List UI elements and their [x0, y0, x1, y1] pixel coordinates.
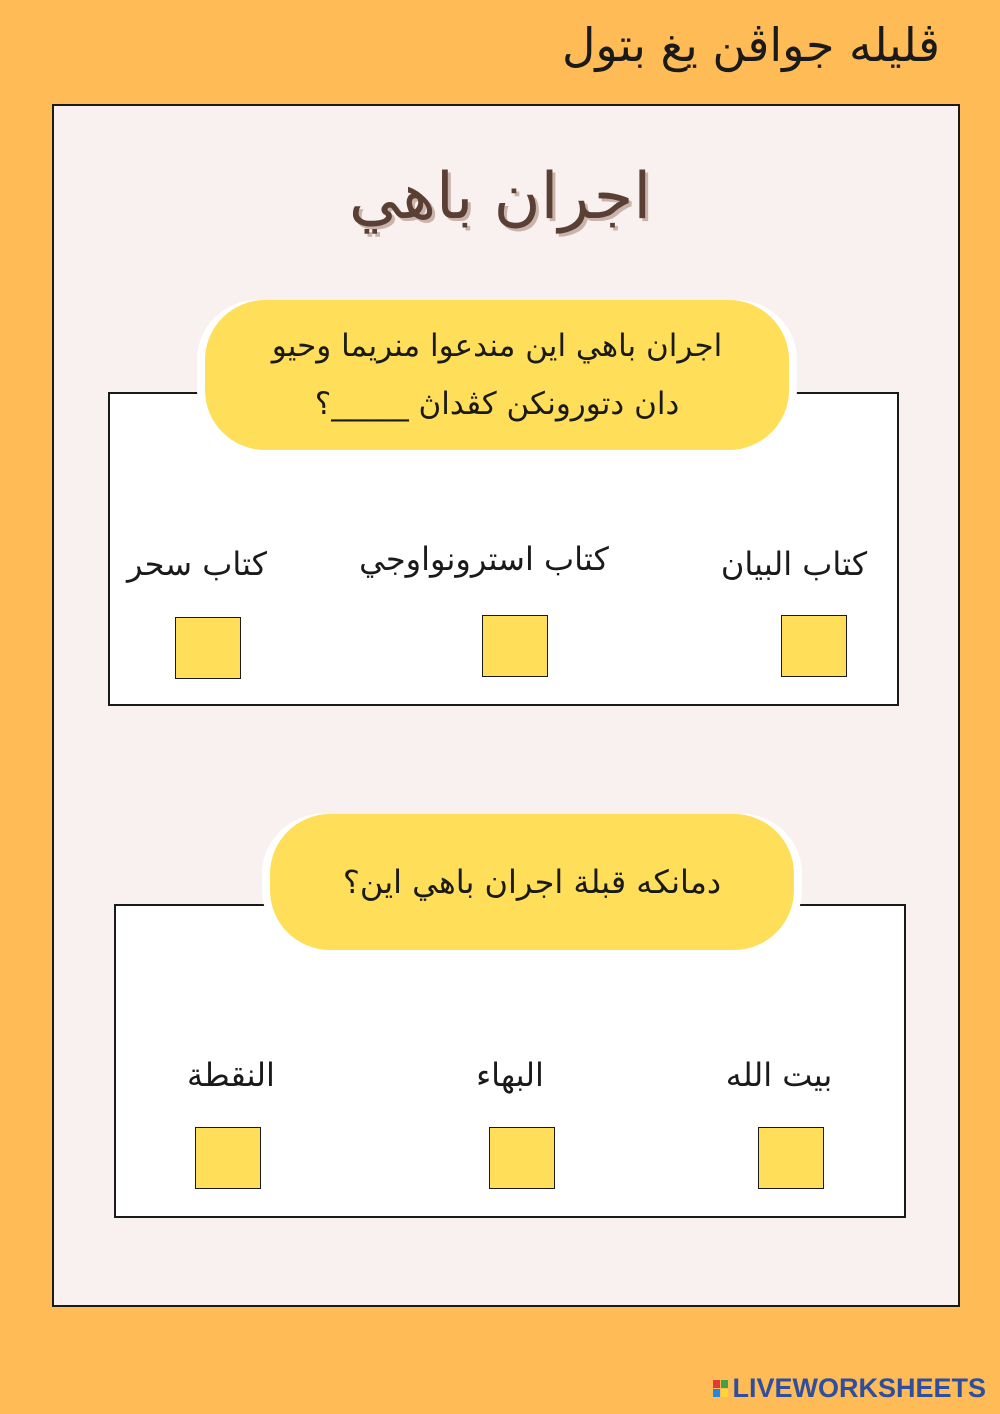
q2-option-1-label: بيت الله — [725, 1056, 833, 1094]
question-1-prompt — [205, 300, 789, 450]
question-1-line-2: دان دتورونكن كڤداڽ _____؟ — [314, 386, 680, 422]
q2-option-2-checkbox[interactable] — [489, 1127, 555, 1189]
q1-option-2-label: كتاب استرونواوجي — [359, 540, 609, 578]
q2-option-1-checkbox[interactable] — [758, 1127, 824, 1189]
q1-option-1-label: كتاب البيان — [720, 545, 868, 583]
q2-option-2-label: البهاء — [476, 1056, 544, 1094]
q1-option-1-checkbox[interactable] — [781, 615, 847, 677]
q2-option-3-label: النقطة — [187, 1056, 275, 1094]
liveworksheets-logo-icon — [713, 1380, 728, 1397]
liveworksheets-logo — [713, 1373, 986, 1404]
worksheet-header-title: ڤليله جواڤن يغ بتول — [562, 18, 940, 72]
liveworksheets-brand-text: LIVEWORKSHEETS — [732, 1373, 986, 1403]
question-1-line-1: اجران باهي اين مندعوا منريما وحيو — [271, 328, 723, 364]
page-title: اجران باهي — [348, 160, 652, 234]
question-2-prompt: دمانكه قبلة اجران باهي اين؟ — [270, 814, 794, 950]
q1-option-3-label: كتاب سحر — [126, 545, 268, 583]
q1-option-2-checkbox[interactable] — [482, 615, 548, 677]
q2-option-3-checkbox[interactable] — [195, 1127, 261, 1189]
q1-option-3-checkbox[interactable] — [175, 617, 241, 679]
